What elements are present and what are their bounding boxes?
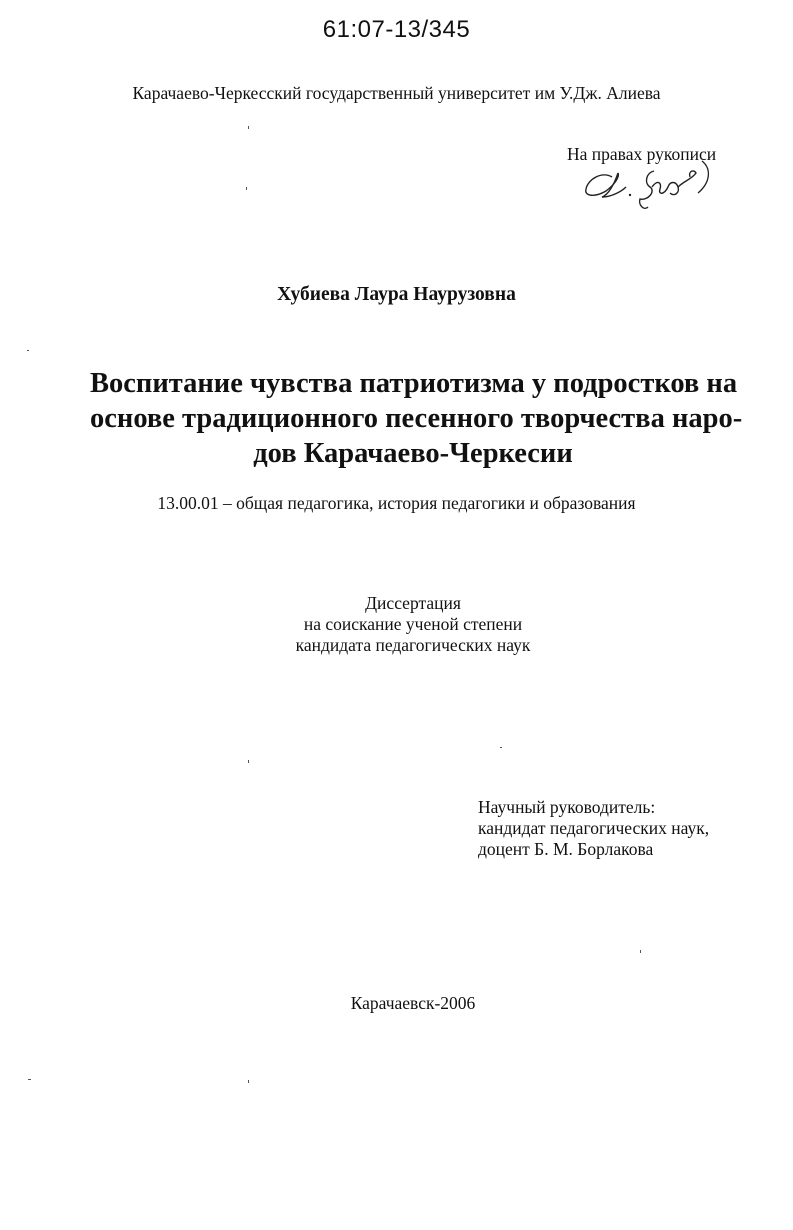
degree-statement: [0, 593, 793, 656]
manuscript-rights-note: На правах рукописи: [567, 144, 717, 164]
handwritten-signature: [578, 157, 718, 213]
title-line: Воспитание чувства патриотизма у подростков на: [90, 368, 738, 399]
author-name: Хубиева Лаура Наурузовна: [277, 284, 516, 305]
title-line: основе традиционного песенного творчества наро-: [90, 403, 743, 434]
supervisor-line: кандидат педагогических наук,: [478, 818, 710, 838]
dissertation-title: [90, 366, 743, 471]
degree-line: на соискание ученой степени: [303, 614, 523, 634]
scan-speck: [28, 1079, 31, 1080]
title-line: дов Карачаево-Черкесии: [253, 438, 573, 469]
supervisor-line: доцент Б. М. Борлакова: [478, 839, 654, 859]
scan-speck: [500, 747, 502, 748]
archive-code: 61:07-13/345: [322, 16, 471, 43]
degree-line: кандидата педагогических наук: [295, 635, 531, 655]
scientific-supervisor: [478, 797, 709, 860]
university-name: Карачаево-Черкесский государственный университет им У.Дж. Алиева: [132, 83, 661, 103]
degree-line: Диссертация: [365, 593, 461, 613]
scan-speck: [248, 1080, 249, 1083]
city-and-year: Карачаевск-2006: [350, 993, 476, 1013]
supervisor-line: Научный руководитель:: [478, 797, 656, 817]
specialty-code: 13.00.01 – общая педагогика, история педагогики и образования: [157, 493, 636, 513]
scan-speck: [248, 760, 249, 763]
scan-speck: [27, 350, 29, 351]
scan-speck: [248, 126, 249, 129]
scan-speck: [246, 187, 247, 190]
scan-speck: [640, 950, 641, 953]
